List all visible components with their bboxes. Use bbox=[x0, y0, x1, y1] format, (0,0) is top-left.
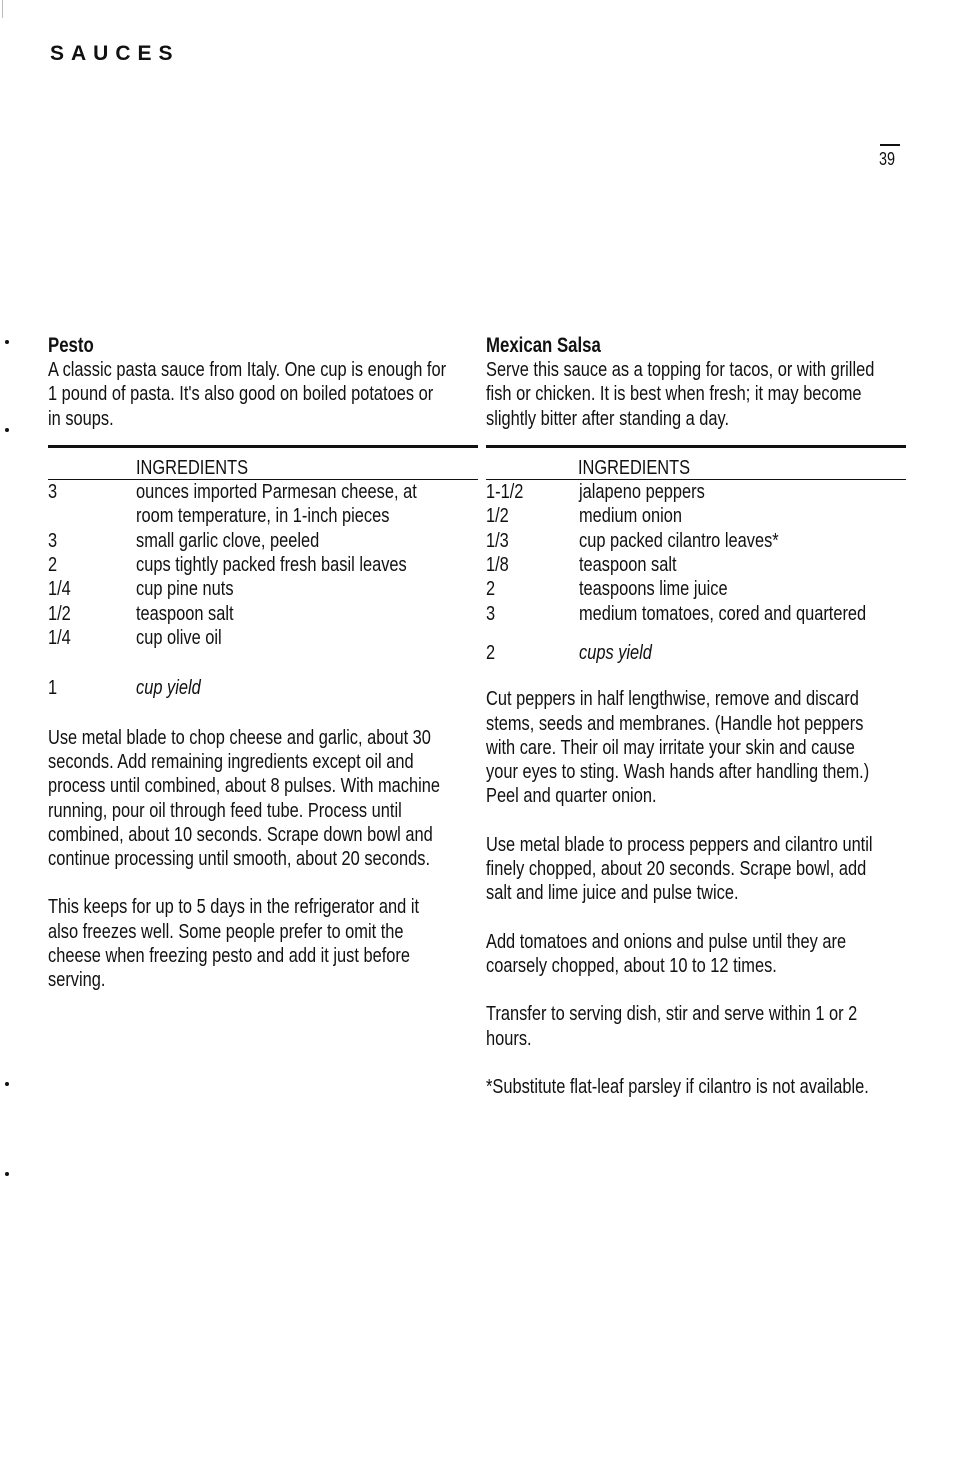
directions-line: serving. bbox=[48, 968, 106, 992]
ingredient-qty: 3 bbox=[486, 601, 496, 625]
directions-paragraph bbox=[486, 687, 870, 808]
recipe-intro bbox=[486, 358, 875, 431]
ingredient-row bbox=[486, 553, 906, 577]
directions-line: Use metal blade to process peppers and cilantro until bbox=[486, 832, 873, 856]
ingredient-qty: 3 bbox=[48, 479, 58, 503]
directions-line: This keeps for up to 5 days in the refrigerator and it bbox=[48, 895, 420, 919]
scan-edge-mark bbox=[2, 0, 3, 18]
recipe-yield bbox=[48, 676, 478, 700]
margin-dot bbox=[5, 1082, 9, 1086]
ingredient-item bbox=[136, 602, 410, 626]
yield-qty: 2 bbox=[486, 641, 496, 665]
ingredient-row bbox=[48, 553, 478, 577]
recipe-intro bbox=[48, 358, 447, 431]
ingredients-header bbox=[48, 454, 478, 480]
intro-line: slightly bitter after standing a day. bbox=[486, 406, 730, 430]
ingredient-item bbox=[136, 553, 410, 577]
ingredients-list bbox=[486, 480, 906, 626]
recipe-title: Pesto bbox=[48, 334, 94, 357]
ingredient-row bbox=[486, 480, 906, 504]
ingredient-row bbox=[48, 577, 478, 601]
directions-line: Cut peppers in half lengthwise, remove and discard bbox=[486, 687, 859, 711]
ingredient-line: cup olive oil bbox=[136, 626, 222, 650]
directions-line: salt and lime juice and pulse twice. bbox=[486, 881, 739, 905]
ingredient-qty: 2 bbox=[48, 553, 58, 577]
ingredient-item bbox=[579, 504, 841, 528]
intro-line: in soups. bbox=[48, 406, 114, 430]
directions-line: stems, seeds and membranes. (Handle hot peppers bbox=[486, 711, 864, 735]
ingredient-line: cup packed cilantro leaves* bbox=[579, 528, 779, 552]
directions-paragraph bbox=[48, 895, 420, 992]
recipe-yield bbox=[486, 641, 906, 665]
directions-line: Use metal blade to chop cheese and garlic, about 30 bbox=[48, 725, 431, 749]
ingredient-qty: 1/3 bbox=[486, 528, 509, 552]
ingredient-item bbox=[579, 529, 841, 553]
ingredient-item bbox=[136, 529, 410, 553]
directions-line: finely chopped, about 20 seconds. Scrape bowl, add bbox=[486, 857, 867, 881]
ingredient-qty: 1/4 bbox=[48, 577, 71, 601]
directions-paragraph bbox=[486, 832, 873, 906]
directions-paragraph bbox=[48, 725, 440, 872]
ingredient-row bbox=[486, 504, 906, 528]
ingredient-row bbox=[48, 626, 478, 650]
directions-line: coarsely chopped, about 10 to 12 times. bbox=[486, 953, 777, 977]
ingredient-qty: 3 bbox=[48, 528, 58, 552]
ingredient-row bbox=[486, 602, 906, 626]
ingredient-qty: 1/2 bbox=[48, 601, 71, 625]
ingredient-qty: 2 bbox=[486, 577, 496, 601]
ingredient-row bbox=[48, 602, 478, 626]
ingredient-item bbox=[579, 577, 841, 601]
directions-line: cheese when freezing pesto and add it just before bbox=[48, 944, 410, 967]
directions-line: combined, about 10 seconds. Scrape down bowl and bbox=[48, 822, 433, 846]
yield-unit: cup yield bbox=[136, 675, 201, 699]
ingredient-item bbox=[579, 480, 841, 504]
ingredient-line: teaspoon salt bbox=[579, 553, 677, 577]
intro-line: fish or chicken. It is best when fresh; it may become bbox=[486, 382, 862, 406]
ingredient-row bbox=[48, 480, 478, 529]
directions-line: also freezes well. Some people prefer to omit the bbox=[48, 919, 404, 943]
directions-line: continue processing until smooth, about 20 seconds. bbox=[48, 847, 430, 871]
directions-line: Add tomatoes and onions and pulse until they are bbox=[486, 929, 847, 953]
ingredients-label: INGREDIENTS bbox=[578, 455, 691, 479]
yield-unit: cups yield bbox=[579, 641, 652, 665]
footnote bbox=[486, 1074, 869, 1099]
section-title: SAUCES bbox=[50, 42, 180, 65]
ingredient-line: small garlic clove, peeled bbox=[136, 528, 320, 552]
margin-dot bbox=[5, 428, 9, 432]
ingredient-item bbox=[136, 479, 417, 529]
directions-line: Peel and quarter onion. bbox=[486, 784, 657, 808]
ingredient-item bbox=[579, 553, 841, 577]
ingredients-header bbox=[486, 454, 906, 480]
ingredient-line: medium onion bbox=[579, 504, 683, 528]
ingredient-line: jalapeno peppers bbox=[579, 479, 705, 503]
ingredient-qty: 1/8 bbox=[486, 553, 509, 577]
salsa-recipe bbox=[486, 334, 906, 1099]
ingredient-line: cups tightly packed fresh basil leaves bbox=[136, 553, 407, 577]
ingredients-list bbox=[48, 480, 478, 651]
ingredient-item bbox=[136, 626, 410, 650]
directions-paragraph bbox=[486, 929, 847, 979]
directions-line: running, pour oil through feed tube. Process until bbox=[48, 798, 402, 822]
directions-line: hours. bbox=[486, 1026, 532, 1050]
ingredient-line: teaspoons lime juice bbox=[579, 577, 728, 601]
ingredient-qty: 1/4 bbox=[48, 626, 71, 650]
margin-dot bbox=[5, 340, 9, 344]
directions-line: your eyes to sting. Wash hands after handling them.) bbox=[486, 760, 870, 784]
pesto-recipe bbox=[48, 334, 478, 993]
ingredient-item bbox=[579, 601, 867, 626]
ingredient-item bbox=[136, 577, 410, 601]
directions-line: Transfer to serving dish, stir and serve within 1 or 2 bbox=[486, 1002, 858, 1026]
recipe-title: Mexican Salsa bbox=[486, 334, 601, 357]
page-number: 39 bbox=[879, 149, 896, 169]
ingredient-qty: 1/2 bbox=[486, 504, 509, 528]
ingredient-line: teaspoon salt bbox=[136, 601, 234, 625]
intro-line: Serve this sauce as a topping for tacos, or with grilled bbox=[486, 358, 875, 381]
directions-line: process until combined, about 8 pulses. With machine bbox=[48, 774, 440, 798]
directions-line: seconds. Add remaining ingredients except oil and bbox=[48, 749, 414, 773]
ingredient-row bbox=[48, 529, 478, 553]
ingredient-line: ounces imported Parmesan cheese, at bbox=[136, 479, 417, 503]
intro-line: A classic pasta sauce from Italy. One cup is enough for bbox=[48, 358, 447, 381]
ingredients-label: INGREDIENTS bbox=[136, 455, 249, 479]
page-number-rule bbox=[880, 144, 900, 146]
ingredient-qty: 1-1/2 bbox=[486, 479, 524, 503]
ingredient-line: medium tomatoes, cored and quartered bbox=[579, 601, 867, 625]
directions-paragraph bbox=[486, 1002, 858, 1051]
ingredient-line: cup pine nuts bbox=[136, 577, 234, 601]
intro-line: 1 pound of pasta. It's also good on boiled potatoes or bbox=[48, 382, 434, 406]
directions-line: with care. Their oil may irritate your skin and cause bbox=[486, 735, 855, 759]
margin-dot bbox=[5, 1172, 9, 1176]
footnote-line: *Substitute flat-leaf parsley if cilantro is not available. bbox=[486, 1074, 869, 1098]
yield-qty: 1 bbox=[48, 675, 58, 699]
ingredient-row bbox=[486, 529, 906, 553]
ingredient-row bbox=[486, 577, 906, 601]
ingredient-line: room temperature, in 1-inch pieces bbox=[136, 504, 390, 528]
